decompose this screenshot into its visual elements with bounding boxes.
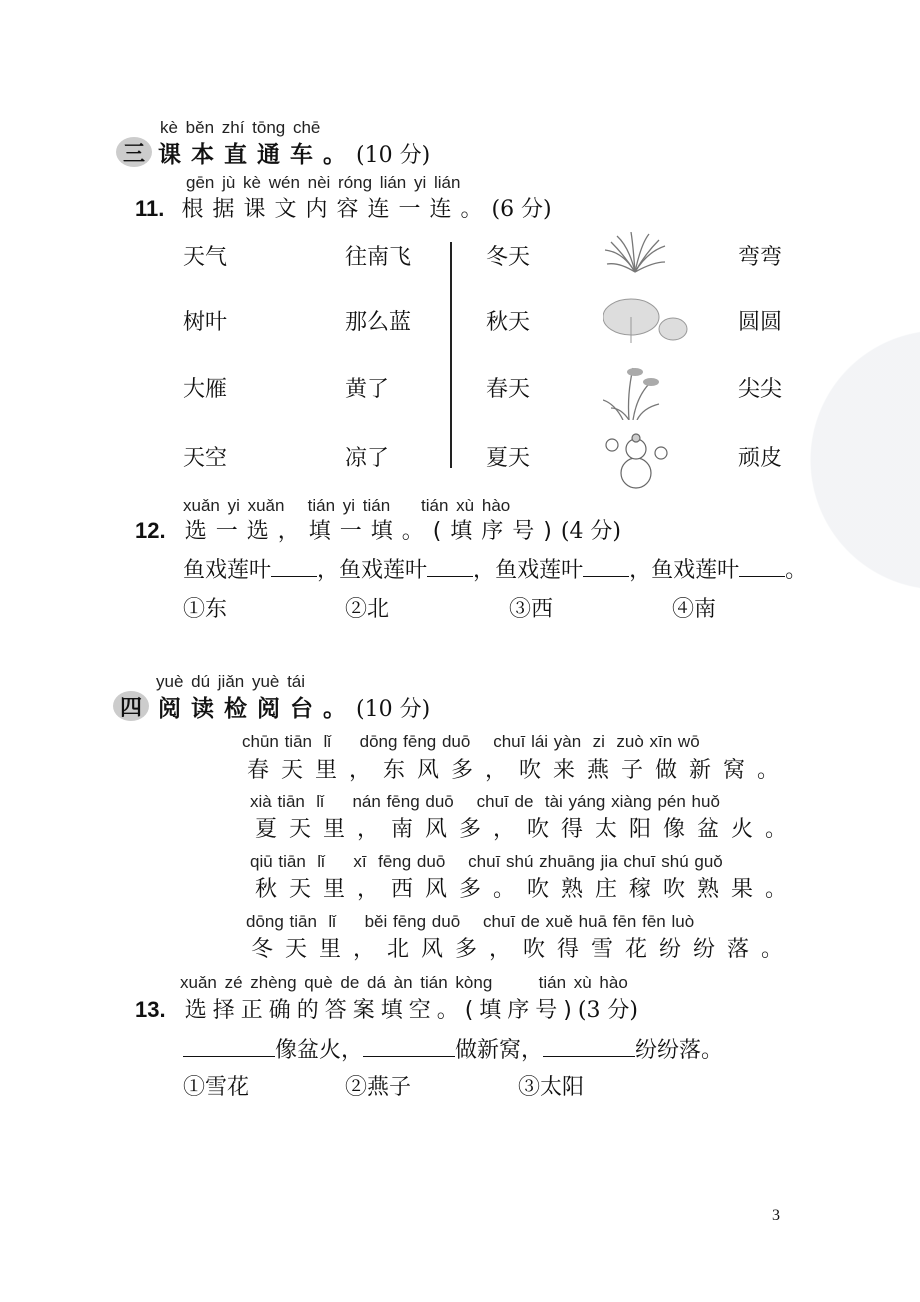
section3-heading [158, 136, 430, 169]
q11-heading [135, 192, 552, 223]
q13-pinyin: xuǎn zé zhèng què de dá àn tián kòng tián xù hào [180, 973, 628, 992]
page-number: 3 [772, 1207, 780, 1224]
q12-blank-3[interactable] [583, 576, 629, 577]
poem-text: 春天里，东风多，吹来燕子做新窝。 [247, 758, 792, 783]
q12-blank-4[interactable] [739, 576, 785, 577]
q13-number: 13. [135, 997, 166, 1022]
q11-score: (6 分) [491, 197, 552, 222]
poem-pinyin: dōng tiān lǐ běi fēng duō chuī de xuě huā fēn fēn luò [246, 912, 695, 931]
q12-blank-1[interactable] [271, 576, 317, 577]
match-item-season[interactable]: 春天 [486, 377, 531, 402]
poem-pinyin: qiū tiān lǐ xī fēng duō chuī shú zhuāng jia chuī shú guǒ [250, 852, 723, 871]
section3-pinyin: kè běn zhí tōng chē [160, 118, 321, 137]
q12-fill-line: 鱼戏莲叶 ，鱼戏莲叶 ，鱼戏莲叶 ，鱼戏莲叶 。 [183, 558, 808, 583]
rice-plant-icon[interactable] [603, 364, 663, 424]
match-item-subject[interactable]: 大雁 [183, 377, 228, 402]
snowman-icon[interactable] [603, 433, 669, 493]
poem-text: 冬天里，北风多，吹得雪花纷纷落。 [251, 937, 796, 962]
poem-text: 秋天里，西风多。吹熟庄稼吹熟果。 [255, 877, 800, 902]
q13-blank-2[interactable] [363, 1056, 455, 1057]
q12-text: 选一选，填一填。(填序号) [184, 519, 561, 544]
q13-fill-line: 像盆火， 做新窝， 纷纷落。 [183, 1033, 723, 1064]
match-item-predicate[interactable]: 黄了 [345, 377, 390, 402]
q11-number: 11. [135, 196, 165, 221]
q13-option-3: ③太阳 [518, 1075, 585, 1100]
section4-score: (10 分) [356, 697, 431, 722]
q12-heading [135, 514, 621, 545]
poem-pinyin: chūn tiān lǐ dōng fēng duō chuī lái yàn zi zuò xīn wō [242, 732, 700, 751]
q13-text: 选择正确的答案填空。(填序号) [184, 998, 578, 1023]
q11-pinyin: gēn jù kè wén nèi róng lián yi lián [186, 173, 461, 192]
poem-pinyin: xià tiān lǐ nán fēng duō chuī de tài yáng xiàng pén huǒ [250, 792, 720, 811]
match-item-predicate[interactable]: 往南飞 [345, 245, 412, 270]
match-item-adjective[interactable]: 顽皮 [738, 446, 783, 471]
match-item-subject[interactable]: 天空 [183, 446, 228, 471]
match-item-predicate[interactable]: 那么蓝 [345, 310, 412, 335]
match-item-adjective[interactable]: 圆圆 [738, 310, 783, 335]
watermark [810, 330, 920, 590]
match-item-subject[interactable]: 树叶 [183, 310, 228, 335]
q12-option-2: ②北 [345, 597, 390, 622]
q13-heading [135, 993, 638, 1024]
section3-score: (10 分) [356, 143, 431, 168]
q12-pinyin: xuǎn yi xuǎn tián yi tián tián xù hào [183, 496, 511, 515]
match-item-season[interactable]: 秋天 [486, 310, 531, 335]
q13-option-1: ①雪花 [183, 1075, 250, 1100]
match-item-predicate[interactable]: 凉了 [345, 446, 390, 471]
section4-pinyin: yuè dú jiǎn yuè tái [156, 672, 306, 691]
q12-option-4: ④南 [672, 597, 717, 622]
section3-badge: 三 [116, 137, 152, 167]
section4-title: 阅读检阅台。 [158, 696, 356, 722]
q12-option-3: ③西 [509, 597, 554, 622]
q13-score: (3 分) [577, 998, 639, 1023]
match-item-adjective[interactable]: 尖尖 [738, 377, 783, 402]
match-item-season[interactable]: 夏天 [486, 446, 531, 471]
grass-icon[interactable] [603, 232, 667, 278]
q12-number: 12. [135, 518, 166, 543]
poem-text: 夏天里，南风多，吹得太阳像盆火。 [255, 817, 800, 842]
q11-text: 根据课文内容连一连。 [181, 197, 492, 222]
lotus-leaf-icon[interactable] [603, 297, 689, 349]
match-item-subject[interactable]: 天气 [183, 245, 228, 270]
q12-blank-2[interactable] [427, 576, 473, 577]
section4-heading [158, 690, 430, 723]
section4-badge: 四 [113, 691, 149, 721]
q12-score: (4 分) [560, 519, 622, 544]
q13-blank-1[interactable] [183, 1056, 275, 1057]
divider-line [450, 242, 452, 468]
match-item-season[interactable]: 冬天 [486, 245, 531, 270]
q13-option-2: ②燕子 [345, 1075, 412, 1100]
match-item-adjective[interactable]: 弯弯 [738, 245, 783, 270]
section3-title: 课本直通车。 [158, 142, 356, 168]
q12-option-1: ①东 [183, 597, 228, 622]
q13-blank-3[interactable] [543, 1056, 635, 1057]
